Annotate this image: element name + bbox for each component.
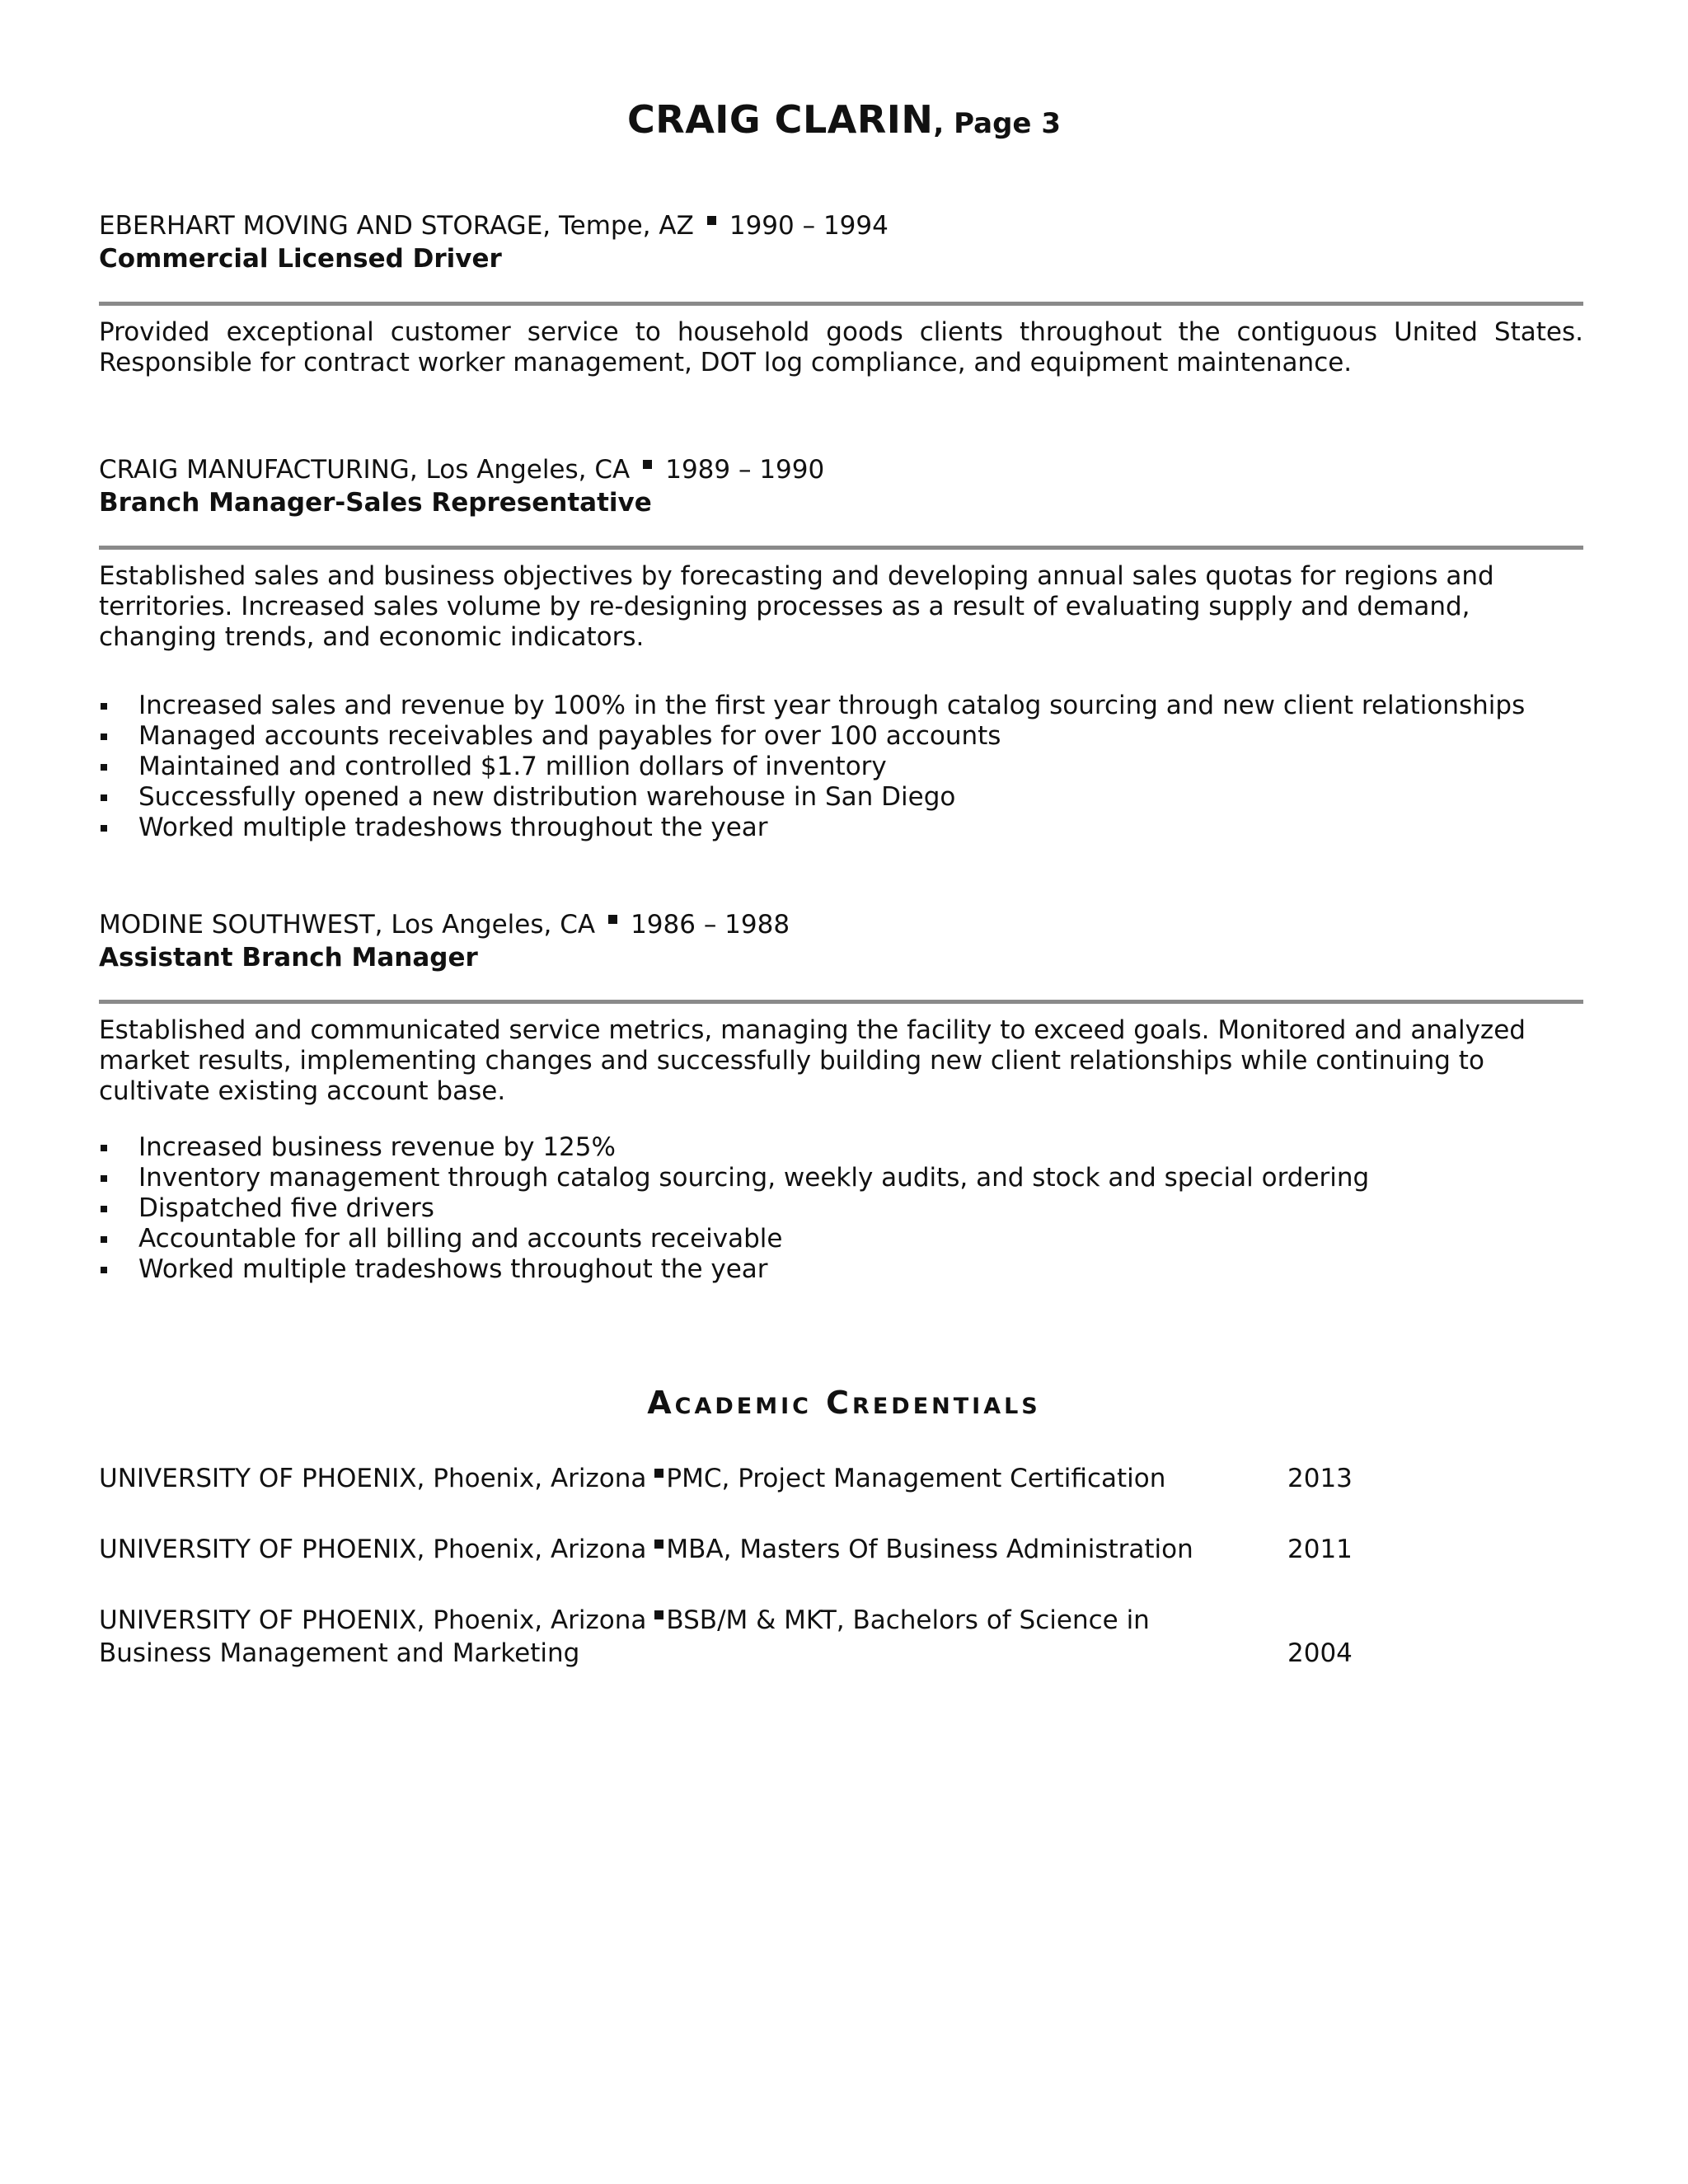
job-description: Established and communicated service metrics, managing the facility to exceed goals. Monitored and analyzed market results, implementing changes and successfully building new client relationships while continuing to cultivate existing account base. <box>99 1015 1526 1106</box>
square-bullet-icon <box>654 1610 663 1619</box>
list-item-text: Worked multiple tradeshows throughout the year <box>138 1254 768 1284</box>
job-company-line <box>99 453 1582 486</box>
section-divider <box>99 1000 1583 1004</box>
list-item-text: Dispatched five drivers <box>138 1193 434 1223</box>
list-item <box>99 721 1582 752</box>
list-item <box>99 1163 1582 1193</box>
list-item <box>99 1224 1582 1254</box>
education-year: 2004 <box>1287 1638 1353 1668</box>
list-item-text: Managed accounts receivables and payables for over 100 accounts <box>138 721 1001 751</box>
education-degree: BSB/M & MKT, Bachelors of Science in <box>666 1605 1150 1635</box>
job-dates: 1989 – 1990 <box>665 455 825 485</box>
job-dates: 1986 – 1988 <box>631 910 790 940</box>
square-bullet-icon <box>707 216 716 225</box>
section-divider <box>99 302 1583 306</box>
list-item-text: Accountable for all billing and accounts receivable <box>138 1224 783 1254</box>
page-number-label: , Page 3 <box>933 107 1061 140</box>
job-company: CRAIG MANUFACTURING <box>99 455 410 485</box>
square-bullet-icon <box>654 1540 663 1549</box>
list-item <box>99 813 1582 843</box>
square-bullet-icon <box>101 1267 107 1273</box>
list-item-text: Increased sales and revenue by 100% in the first year through catalog sourcing and new client relationships <box>138 691 1526 720</box>
square-bullet-icon <box>101 733 107 740</box>
job-achievements-list <box>99 691 1582 843</box>
job-company: MODINE SOUTHWEST <box>99 910 375 940</box>
job-dates: 1990 – 1994 <box>729 211 889 241</box>
job-company-line <box>99 209 1582 242</box>
job-entry <box>99 453 1582 519</box>
list-item <box>99 1193 1582 1224</box>
list-item <box>99 691 1582 721</box>
job-achievements-list <box>99 1132 1582 1285</box>
list-item <box>99 782 1582 813</box>
job-location: , Los Angeles, CA <box>374 910 596 940</box>
list-item-text: Worked multiple tradeshows throughout the year <box>138 813 768 842</box>
job-title: Branch Manager-Sales Representative <box>99 488 652 518</box>
education-entry <box>99 1533 1500 1566</box>
page-header <box>0 97 1688 142</box>
list-item-text: Successfully opened a new distribution warehouse in San Diego <box>138 782 956 812</box>
education-school: UNIVERSITY OF PHOENIX, Phoenix, Arizona <box>99 1535 647 1564</box>
section-heading-education: Academic Credentials <box>647 1385 1041 1421</box>
job-description: Provided exceptional customer service to household goods clients throughout the contiguous United States. Responsible for contract worker management, DOT log compliance, and equipment maintenance. <box>99 317 1583 377</box>
square-bullet-icon <box>608 915 617 924</box>
job-entry <box>99 209 1582 275</box>
square-bullet-icon <box>654 1469 663 1478</box>
list-item <box>99 1132 1582 1163</box>
square-bullet-icon <box>101 794 107 801</box>
square-bullet-icon <box>101 703 107 710</box>
job-location: , Tempe, AZ <box>542 211 694 241</box>
education-school: UNIVERSITY OF PHOENIX, Phoenix, Arizona <box>99 1605 647 1635</box>
education-year: 2011 <box>1287 1535 1353 1564</box>
list-item-text: Inventory management through catalog sourcing, weekly audits, and stock and special ordering <box>138 1163 1370 1193</box>
job-title: Assistant Branch Manager <box>99 943 478 972</box>
education-entry <box>99 1462 1500 1495</box>
candidate-name: CRAIG CLARIN <box>627 97 934 142</box>
square-bullet-icon <box>101 764 107 771</box>
job-location: , Los Angeles, CA <box>409 455 631 485</box>
list-item-text: Maintained and controlled $1.7 million dollars of inventory <box>138 752 887 781</box>
square-bullet-icon <box>101 825 107 832</box>
job-company: EBERHART MOVING AND STORAGE <box>99 211 543 241</box>
education-entry <box>99 1604 1500 1670</box>
job-title: Commercial Licensed Driver <box>99 244 502 274</box>
education-school: UNIVERSITY OF PHOENIX, Phoenix, Arizona <box>99 1464 647 1493</box>
list-item <box>99 1254 1582 1285</box>
list-item-text: Increased business revenue by 125% <box>138 1132 616 1162</box>
education-degree: PMC, Project Management Certification <box>666 1464 1166 1493</box>
square-bullet-icon <box>101 1206 107 1212</box>
education-degree: MBA, Masters Of Business Administration <box>666 1535 1193 1564</box>
square-bullet-icon <box>101 1145 107 1151</box>
square-bullet-icon <box>101 1236 107 1243</box>
square-bullet-icon <box>101 1175 107 1182</box>
square-bullet-icon <box>643 460 652 469</box>
job-description: Established sales and business objectives by forecasting and developing annual sales quotas for regions and territories. Increased sales volume by re-designing processes as a result of evaluating supply and demand, changing trends, and economic indicators. <box>99 561 1494 652</box>
job-company-line <box>99 908 1582 941</box>
education-degree-continued: Business Management and Marketing <box>99 1638 580 1668</box>
job-entry <box>99 908 1582 974</box>
list-item <box>99 752 1582 782</box>
section-divider <box>99 546 1583 550</box>
education-year: 2013 <box>1287 1464 1353 1493</box>
